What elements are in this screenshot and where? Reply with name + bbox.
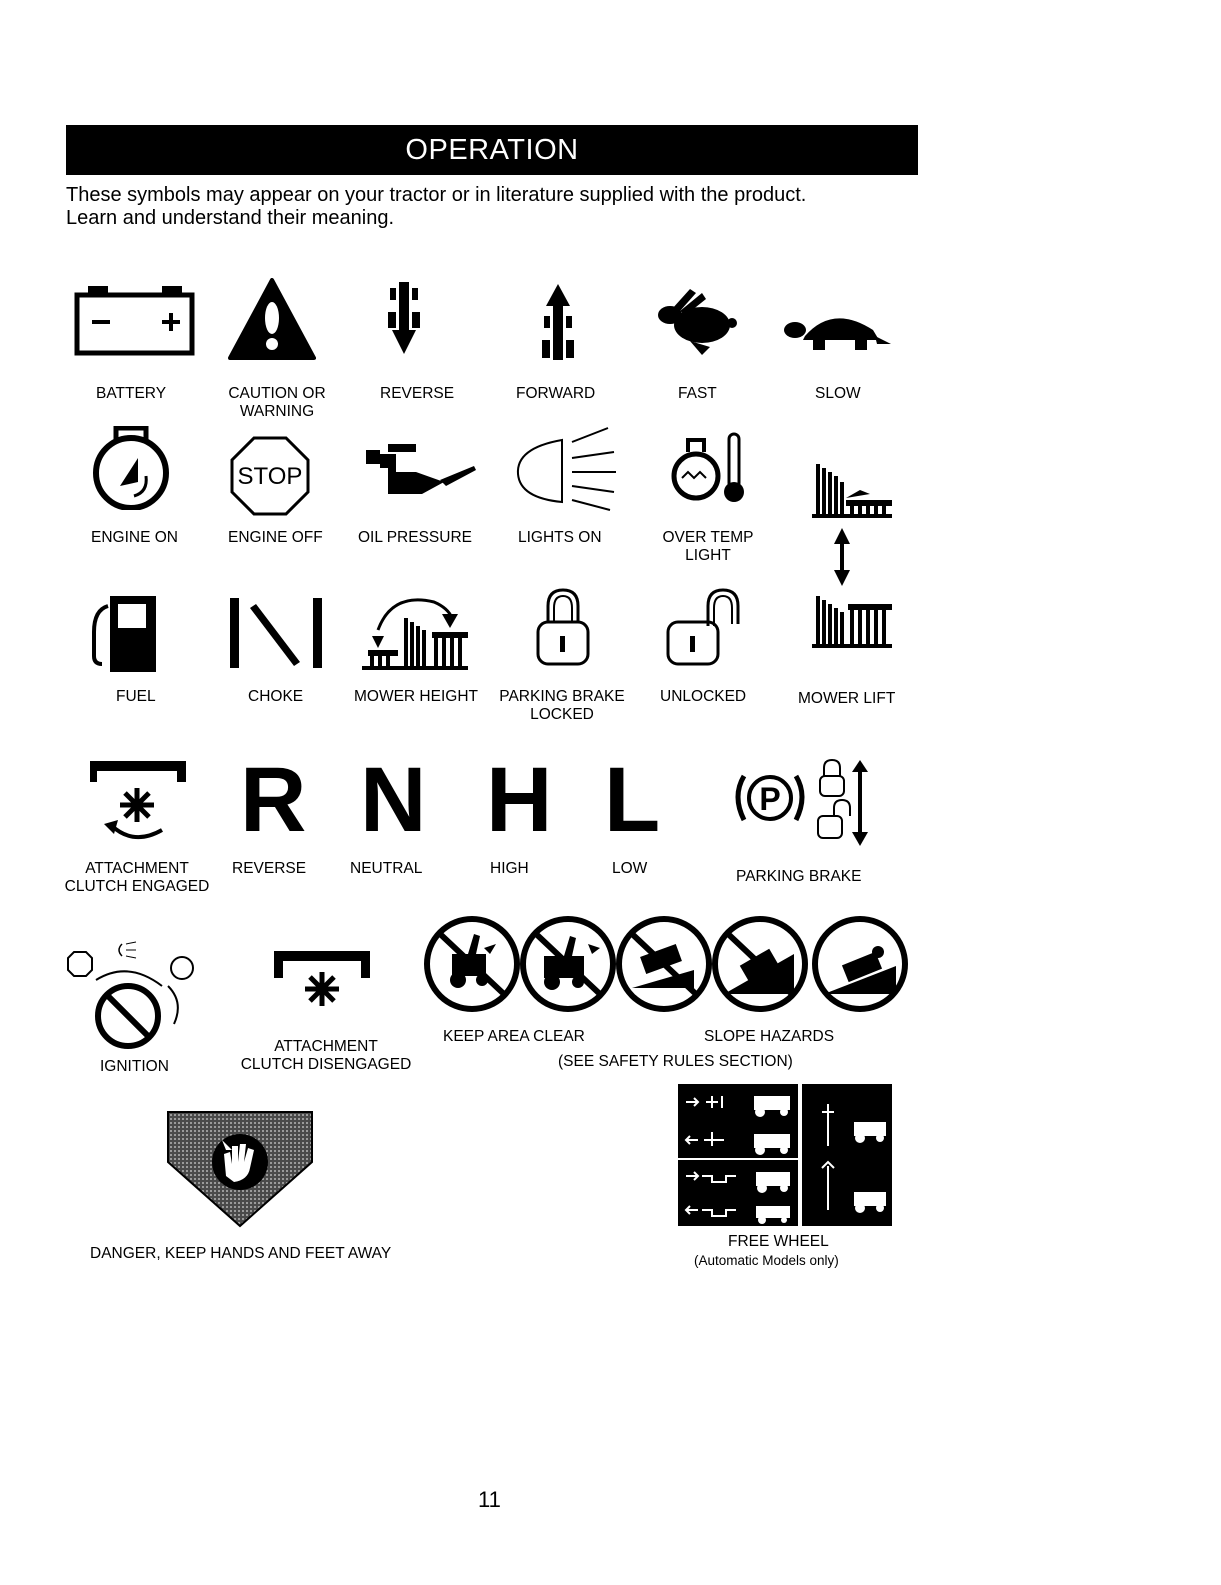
free-wheel-icon xyxy=(678,1084,892,1228)
hazard-icons-group xyxy=(424,914,912,1014)
fuel-label: FUEL xyxy=(116,688,156,705)
attachment-clutch-engaged-icon xyxy=(90,760,186,846)
stop-sign-text: STOP xyxy=(237,463,303,490)
attachment-clutch-disengaged-icon xyxy=(274,948,370,1010)
section-title: OPERATION xyxy=(405,134,579,166)
intro-line-2: Learn and understand their meaning. xyxy=(66,207,395,229)
turtle-slow-icon xyxy=(783,302,893,354)
intro-text xyxy=(66,184,926,230)
reverse-label: REVERSE xyxy=(380,385,455,402)
choke-label: CHOKE xyxy=(248,688,304,705)
mower-lift-icon xyxy=(812,460,896,650)
ignition-switch-icon xyxy=(62,938,202,1054)
engine-off-label: ENGINE OFF xyxy=(228,529,323,546)
see-safety-label: (SEE SAFETY RULES SECTION) xyxy=(558,1053,793,1070)
danger-hands-label: DANGER, KEEP HANDS AND FEET AWAY xyxy=(90,1245,392,1262)
low-letter: L xyxy=(604,749,661,851)
battery-label: BATTERY xyxy=(96,385,167,402)
headlight-icon xyxy=(514,424,620,514)
battery-icon xyxy=(74,286,196,358)
mower-lift-label: MOWER LIFT xyxy=(798,690,896,707)
forward-label: FORWARD xyxy=(516,385,596,402)
keep-area-clear-label: KEEP AREA CLEAR xyxy=(443,1028,585,1045)
caution-warning-icon xyxy=(228,278,316,362)
keep-area-clear-icon-1 xyxy=(427,919,517,1009)
danger-hands-icon xyxy=(166,1110,314,1228)
forward-arrow-icon xyxy=(538,282,578,364)
parking-p-letter: P xyxy=(759,781,781,817)
slow-label: SLOW xyxy=(815,385,861,402)
over-temp-icon xyxy=(670,430,750,506)
ignition-label: IGNITION xyxy=(100,1058,169,1075)
neutral-letter: N xyxy=(360,749,427,851)
reverse-gear-label: REVERSE xyxy=(232,860,307,877)
padlock-unlocked-icon xyxy=(664,586,746,670)
fast-label: FAST xyxy=(678,385,717,402)
section-banner xyxy=(66,125,918,175)
over-temp-label: OVER TEMP LIGHT xyxy=(662,529,754,564)
page-number: 11 xyxy=(478,1487,501,1512)
oil-can-icon xyxy=(366,444,478,500)
keep-area-clear-icon-2 xyxy=(523,919,613,1009)
high-letter: H xyxy=(486,749,553,851)
free-wheel-label: FREE WHEEL xyxy=(728,1233,829,1250)
intro-line-1: These symbols may appear on your tractor or in literature supplied with the product. xyxy=(66,184,807,206)
low-label: LOW xyxy=(612,860,648,877)
mower-height-label: MOWER HEIGHT xyxy=(354,688,478,705)
slope-hazard-icon-1 xyxy=(619,919,709,1009)
slope-hazard-icon-3 xyxy=(815,919,905,1009)
reverse-letter: R xyxy=(240,749,307,851)
fuel-pump-icon xyxy=(90,592,160,676)
mower-height-icon xyxy=(362,584,470,676)
padlock-locked-icon xyxy=(534,586,592,670)
choke-icon xyxy=(230,598,322,670)
attachment-disengaged-label: ATTACHMENT CLUTCH DISENGAGED xyxy=(240,1038,412,1073)
oil-pressure-label: OIL PRESSURE xyxy=(358,529,472,546)
attachment-engaged-label: ATTACHMENT CLUTCH ENGAGED xyxy=(64,860,210,895)
slope-hazards-label: SLOPE HAZARDS xyxy=(704,1028,835,1045)
parking-brake-label: PARKING BRAKE xyxy=(736,868,862,885)
automatic-only-label: (Automatic Models only) xyxy=(694,1253,839,1268)
engine-on-label: ENGINE ON xyxy=(91,529,178,546)
rabbit-fast-icon xyxy=(650,285,738,357)
reverse-arrow-icon xyxy=(384,282,424,358)
neutral-label: NEUTRAL xyxy=(350,860,423,877)
lights-on-label: LIGHTS ON xyxy=(518,529,602,546)
high-label: HIGH xyxy=(490,860,529,877)
unlocked-label: UNLOCKED xyxy=(660,688,747,705)
stop-sign-icon xyxy=(230,436,310,516)
parking-brake-locked-label: PARKING BRAKE LOCKED xyxy=(499,688,625,723)
parking-brake-icon xyxy=(730,758,880,848)
slope-hazard-icon-2 xyxy=(715,919,805,1009)
caution-label: CAUTION OR WARNING xyxy=(228,385,326,420)
engine-on-icon xyxy=(88,426,174,510)
